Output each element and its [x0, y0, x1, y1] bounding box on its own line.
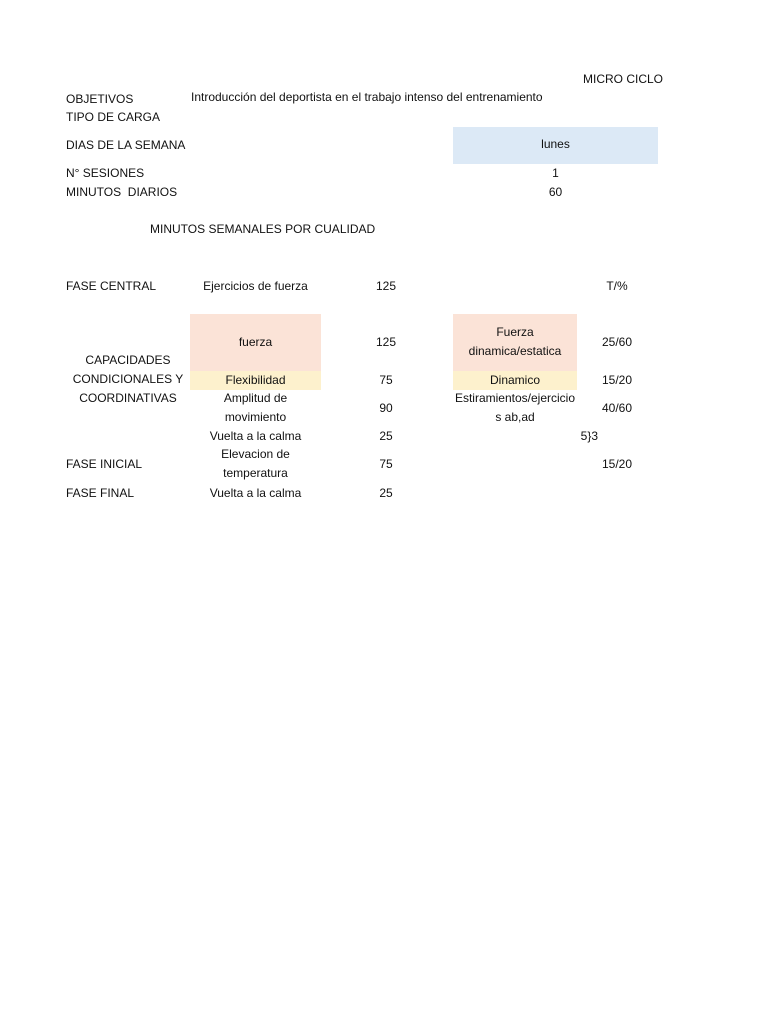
dias-semana-label: DIAS DE LA SEMANA [66, 138, 186, 152]
minutos-flexibilidad: 75 [379, 373, 393, 387]
minutos-amplitud: 90 [379, 401, 393, 415]
fase-inicial-label: FASE INICIAL [66, 457, 143, 471]
fase-inicial-tp: 15/20 [601, 457, 633, 471]
minutos-diarios-value: 60 [548, 185, 563, 199]
sesiones-label: N° SESIONES [66, 166, 145, 180]
sesiones-value: 1 [552, 166, 559, 180]
tipo-amplitud: Estiramientos/ejercicios ab,ad [454, 391, 576, 424]
cualidad-fuerza: fuerza [238, 335, 273, 349]
cualidad-amplitud: Amplitud de movimiento [223, 391, 288, 424]
tipo-carga-label: TIPO DE CARGA [66, 110, 161, 124]
minutos-fuerza: 125 [375, 335, 397, 349]
tipo-fuerza: Fuerza dinamica/estatica [468, 325, 562, 358]
dia-value: lunes [541, 137, 570, 151]
tipo-vuelta-calma: 5}3 [580, 429, 598, 443]
tp-amplitud: 40/60 [601, 401, 633, 415]
tp-flexibilidad: 15/20 [601, 373, 633, 387]
tp-fuerza: 25/60 [601, 335, 633, 349]
fase-central-ejercicio: Ejercicios de fuerza [203, 279, 308, 293]
fase-inicial-ejercicio: Elevacion de temperatura [221, 447, 290, 480]
fase-final-ejercicio: Vuelta a la calma [209, 486, 302, 500]
cualidad-vuelta-calma: Vuelta a la calma [209, 429, 302, 443]
cualidad-flexibilidad: Flexibilidad [225, 373, 286, 387]
fase-central-label: FASE CENTRAL [66, 279, 157, 293]
minutos-semanales-label: MINUTOS SEMANALES POR CUALIDAD [150, 222, 376, 236]
capacidades-label: CAPACIDADES CONDICIONALES Y COORDINATIVAS [72, 353, 184, 405]
tp-header: T/% [606, 279, 628, 293]
minutos-vuelta-calma: 25 [379, 429, 393, 443]
tipo-flexibilidad: Dinamico [489, 373, 540, 387]
fase-final-label: FASE FINAL [66, 486, 135, 500]
fase-central-minutos: 125 [375, 279, 397, 293]
minutos-diarios-label: MINUTOS DIARIOS [66, 185, 178, 199]
objetivos-label: OBJETIVOS [66, 92, 134, 106]
fase-final-minutos: 25 [379, 486, 393, 500]
fase-inicial-minutos: 75 [379, 457, 393, 471]
objetivos-value: Introducción del deportista en el trabajo intenso del entrenamiento [191, 90, 543, 104]
micro-ciclo-title: MICRO CICLO [583, 72, 664, 86]
